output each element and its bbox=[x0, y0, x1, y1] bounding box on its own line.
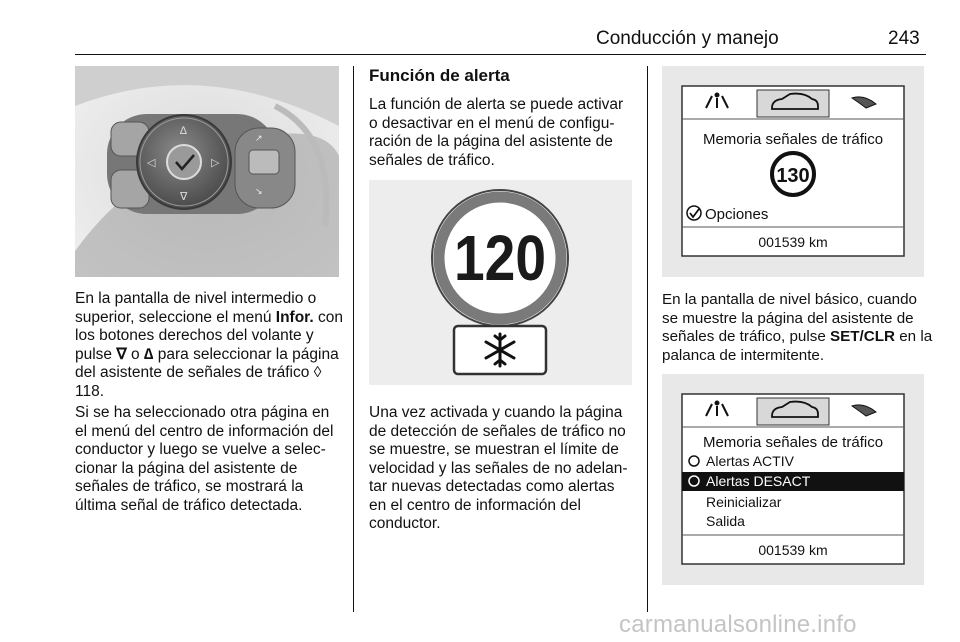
svg-text:↗: ↗ bbox=[255, 133, 263, 143]
stored-speed-limit: 130 bbox=[776, 165, 810, 187]
down-button-symbol: ∇ bbox=[116, 345, 127, 363]
speed-sign-value: 120 bbox=[454, 222, 546, 294]
text-span: en la palanca de intermitente. bbox=[662, 328, 933, 364]
watermark: carmanualsonline.info bbox=[619, 611, 857, 638]
svg-text:∆: ∆ bbox=[180, 125, 187, 137]
page-number: 243 bbox=[888, 28, 920, 49]
text-span: En la pantalla de nivel intermedio o superior, seleccione el menú bbox=[75, 290, 317, 326]
paragraph-return-to-page: Si se ha seleccionado otra página en el menú del centro de información del conductor y luego se vuelve a selec-cionar la página del asistente de señales de tráfico, se mostrará la última señal de tráfico detectada. bbox=[75, 404, 334, 514]
odometer-reading: 001539 km bbox=[758, 234, 828, 250]
lcd-title: Memoria señales de tráfico bbox=[702, 434, 884, 451]
menu-name-infor: Infor. bbox=[275, 308, 314, 326]
speed-sign-illustration bbox=[369, 180, 632, 385]
reference-arrow-icon: ◊ bbox=[313, 364, 322, 381]
svg-text:↘: ↘ bbox=[255, 186, 263, 196]
paragraph-select-info-menu bbox=[75, 290, 343, 401]
text-span: En la pantalla de nivel básico, cuando se muestre la página del asistente de señales de tráfico, pulse bbox=[662, 291, 917, 345]
lcd-display-memory bbox=[662, 66, 924, 277]
text-span: o bbox=[126, 345, 144, 363]
lcd-title: Memoria señales de tráfico bbox=[702, 131, 884, 148]
column-divider bbox=[353, 66, 354, 612]
odometer-reading: 001539 km bbox=[758, 542, 828, 558]
section-heading: Función de alerta bbox=[369, 66, 510, 85]
header-title: Conducción y manejo bbox=[596, 28, 779, 49]
paragraph-alert-function: La función de alerta se puede activar o desactivar en el menú de configu-ración de la página del asistente de señales de tráfico. bbox=[369, 96, 624, 169]
steering-wheel-photo bbox=[75, 66, 339, 277]
menu-item-reset: Reinicializar bbox=[706, 494, 782, 510]
text-span: con los botones derechos del volante y pulse bbox=[75, 308, 343, 363]
text-span: para seleccionar la página del asistente de señales de tráfico bbox=[75, 345, 339, 381]
up-button-symbol: ∆ bbox=[143, 345, 154, 363]
svg-text:◁: ◁ bbox=[147, 157, 156, 169]
paragraph-alert-activated: Una vez activada y cuando la página de detección de señales de tráfico no se muestre, se muestran el límite de velocidad y las señales de no adelan-tar nuevas detectadas como alertas en el centro de información del conductor. bbox=[369, 404, 628, 532]
header-rule bbox=[75, 54, 926, 55]
menu-item-alerts-off: Alertas DESACT bbox=[706, 473, 811, 489]
menu-item-alerts-on: Alertas ACTIV bbox=[706, 453, 794, 469]
lcd-options-label: Opciones bbox=[705, 206, 769, 223]
svg-text:▷: ▷ bbox=[211, 157, 220, 169]
set-clr-button-name: SET/CLR bbox=[830, 328, 895, 345]
column-divider bbox=[647, 66, 648, 612]
paragraph-basic-level bbox=[662, 291, 934, 365]
svg-text:∇: ∇ bbox=[180, 191, 188, 203]
page-reference: 118. bbox=[75, 382, 105, 400]
menu-item-exit: Salida bbox=[706, 513, 745, 529]
lcd-display-alert-menu bbox=[662, 374, 924, 585]
